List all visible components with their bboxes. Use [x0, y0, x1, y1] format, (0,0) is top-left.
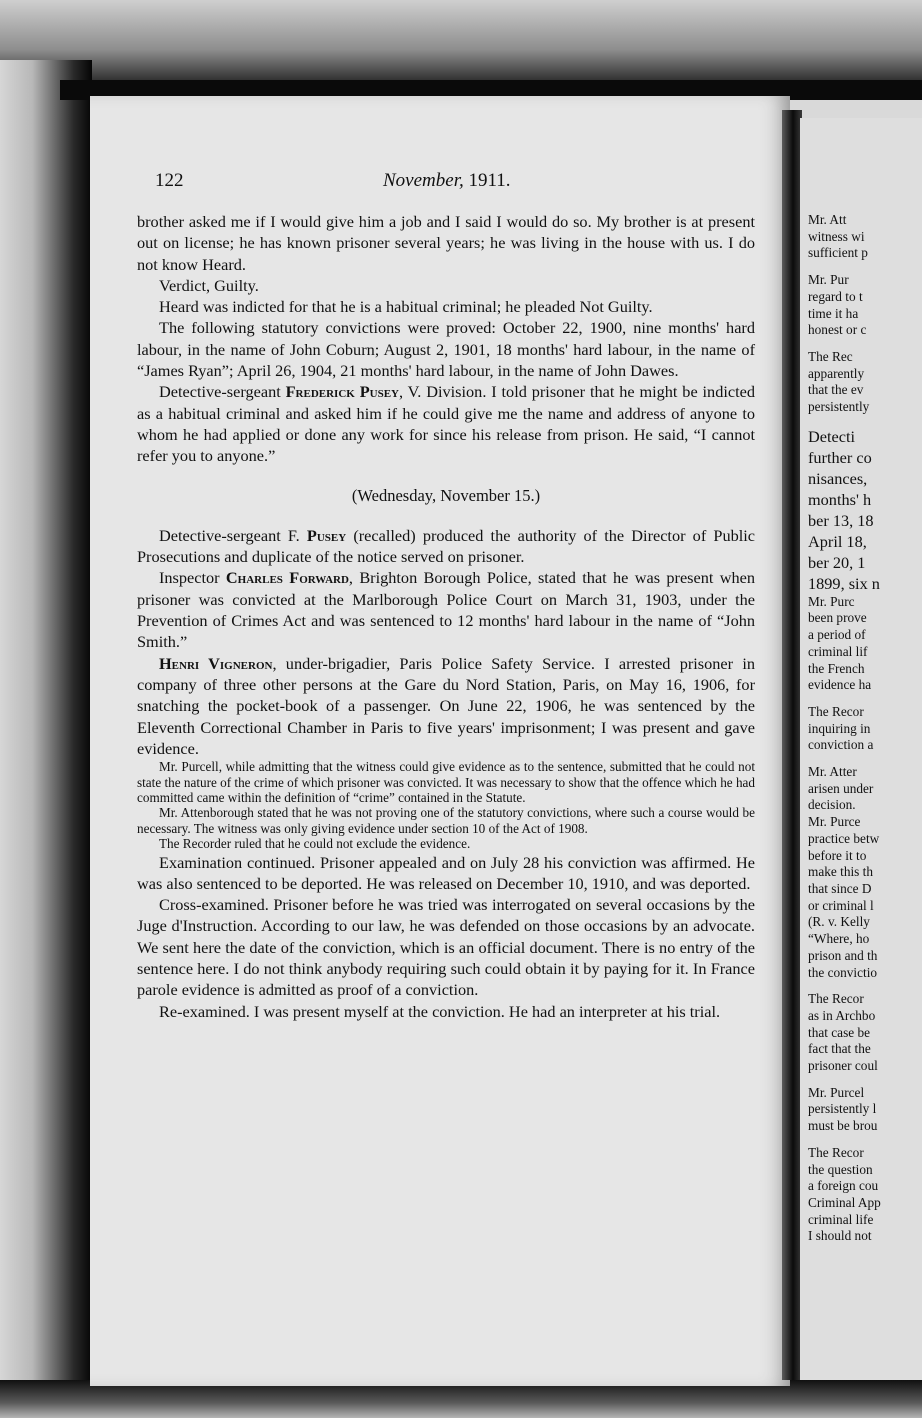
- right-page-line: practice betw: [808, 830, 880, 846]
- right-page-line: make this th: [808, 864, 873, 880]
- testimony-paragraph: [137, 1001, 755, 1022]
- right-page-line: evidence ha: [808, 677, 872, 693]
- section-heading: (Wednesday, November 15.): [351, 485, 541, 505]
- fragment-gap: [808, 1135, 922, 1145]
- testimony-paragraph: [137, 852, 755, 895]
- argument-paragraph: [137, 759, 755, 805]
- right-page-line: persistently l: [808, 1101, 877, 1117]
- paragraph-lead: Inspector: [159, 568, 226, 588]
- fragment-gap: [808, 694, 922, 704]
- right-page-line: time it ha: [808, 305, 859, 321]
- testimony-paragraph: [137, 317, 755, 381]
- testimony-paragraph: [137, 381, 755, 466]
- page-gutter: [782, 110, 802, 1380]
- right-page-line: April 18,: [808, 531, 867, 551]
- paragraph-text: , Brighton Borough Police, stated that he was present when prisoner was convicted at the Marlborough Police Court on March 31, 1903, under the Prevention of Crimes Act and was sentenced to 12 months' hard labour in the name of “John Smith.”: [137, 568, 756, 652]
- right-page-line: or criminal l: [808, 897, 874, 913]
- right-page-line: as in Archbo: [808, 1007, 876, 1023]
- right-page-line: the French: [808, 660, 865, 676]
- right-page-line: The Recor: [808, 991, 864, 1007]
- witness-name: Henri Vigneron: [159, 653, 273, 673]
- paragraph-text: (recalled) produced the authority of the Director of Public Prosecutions and duplicate of the notice served on prisoner.: [137, 525, 755, 567]
- paragraph-text: Mr. Purcell, while admitting that the witness could give evidence as to the sentence, submitted that he could not state the nature of the crime of which prisoner was convicted. It was necessary to show that the offence which he had committed came within the definition of “crime” contained in the Statute.: [137, 759, 755, 805]
- right-page-line: decision.: [808, 797, 856, 813]
- fragment-gap: [808, 416, 922, 426]
- right-page-line: prisoner coul: [808, 1058, 878, 1074]
- right-page-line: criminal life: [808, 1211, 874, 1227]
- right-page-line: a period of: [808, 627, 866, 643]
- right-page-line: I should not: [808, 1228, 872, 1244]
- right-page-line: honest or c: [808, 322, 867, 338]
- paragraph-lead: Detective-sergeant F.: [159, 525, 307, 545]
- page-number: 122: [155, 170, 184, 191]
- right-page-line: Detecti: [808, 426, 856, 446]
- paragraph-text: Heard was indicted for that he is a habitual criminal; he pleaded Not Guilty.: [159, 297, 653, 317]
- running-title-year: 1911.: [468, 170, 511, 191]
- page-header: [155, 170, 755, 196]
- paragraph-text: Mr. Attenborough stated that he was not proving one of the statutory convictions, where such a course would be necessary. The witness was only giving evidence under section 10 of the Act of 1908.: [137, 805, 755, 836]
- testimony-paragraph: [137, 296, 755, 317]
- paragraph-text: Re-examined. I was present myself at the conviction. He had an interpreter at his trial.: [159, 1001, 721, 1021]
- fragment-gap: [808, 1075, 922, 1085]
- right-page-line: a foreign cou: [808, 1178, 879, 1194]
- right-page-line: regard to t: [808, 288, 863, 304]
- witness-name: Frederick Pusey: [285, 382, 399, 402]
- right-page-line: sufficient p: [808, 245, 868, 261]
- right-page-line: prison and th: [808, 947, 878, 963]
- paragraph-text: The Recorder ruled that he could not exclude the evidence.: [159, 836, 471, 852]
- right-page-line: Mr. Purce: [808, 814, 861, 830]
- right-page-line: (R. v. Kelly: [808, 914, 870, 930]
- right-page-line: Mr. Purc: [808, 593, 855, 609]
- paragraph-text: Examination continued. Prisoner appealed and on July 28 his conviction was affirmed. He was also sentenced to be deported. He was released on December 10, 1910, and was deported.: [137, 852, 755, 893]
- right-page-line: The Rec: [808, 348, 853, 364]
- running-title-month: November,: [383, 170, 464, 191]
- right-page-line: Mr. Att: [808, 212, 847, 227]
- paragraph-text: , V. Division. I told prisoner that he might be indicted as a habitual criminal and asked him if he could give me the name and address of anyone to whom he had applied or done any work for since his release from prison. He said, “I cannot refer you to anyone.”: [137, 382, 755, 466]
- running-title: [383, 170, 511, 192]
- argument-paragraph: [137, 836, 755, 851]
- right-page-line: that the ev: [808, 382, 864, 398]
- right-page-line: Mr. Atter: [808, 764, 857, 780]
- right-page-line: the question: [808, 1161, 873, 1177]
- right-page-line: Mr. Pur: [808, 272, 849, 288]
- right-page-line: 1899, six n: [808, 573, 880, 593]
- right-page-text-fragments: [808, 212, 922, 1245]
- right-page-line: apparently: [808, 365, 865, 381]
- right-page-line: ber 13, 18: [808, 510, 874, 530]
- paragraph-text: , under-brigadier, Paris Police Safety Service. I arrested prisoner in company of three other persons at the Gare du Nord Station, Paris, on May 16, 1906, for snatching the pocket-book of a passenger. On June 22, 1906, he was sentenced by the Eleventh Correctional Chamber in Paris to five years' imprisonment; I was present and gave evidence.: [137, 653, 755, 758]
- right-page-line: Criminal App: [808, 1194, 881, 1210]
- right-page-line: fact that the: [808, 1041, 871, 1057]
- witness-name: Pusey: [306, 525, 347, 545]
- testimony-paragraph: [137, 653, 755, 759]
- right-page-line: inquiring in: [808, 720, 871, 736]
- scan-background-left: [0, 60, 92, 1418]
- right-page-line: “Where, ho: [808, 931, 870, 947]
- witness-name: Charles Forward: [225, 568, 349, 588]
- right-page-line: conviction a: [808, 737, 874, 753]
- right-page: [800, 118, 922, 1380]
- paragraph-text: Verdict, Guilty.: [159, 275, 259, 295]
- right-page-line: further co: [808, 447, 872, 467]
- right-page-line: the convictio: [808, 964, 878, 980]
- page-body: [137, 211, 755, 1022]
- right-page-line: before it to: [808, 847, 867, 863]
- fragment-gap: [808, 754, 922, 764]
- right-page-line: been prove: [808, 610, 867, 626]
- testimony-paragraph: [137, 275, 755, 296]
- right-page-line: months' h: [808, 489, 872, 509]
- right-page-line: ber 20, 1: [808, 552, 866, 572]
- right-page-line: The Recor: [808, 1144, 864, 1160]
- right-page-line: arisen under: [808, 780, 874, 796]
- right-page-line: Mr. Purcel: [808, 1084, 865, 1100]
- testimony-paragraph: [137, 211, 755, 275]
- paragraph-lead: Detective-sergeant: [159, 382, 286, 402]
- right-page-line: must be brou: [808, 1118, 878, 1134]
- right-page-line: that since D: [808, 880, 872, 896]
- right-page-line: nisances,: [808, 468, 868, 488]
- testimony-paragraph: [137, 894, 755, 1000]
- fragment-gap: [808, 339, 922, 349]
- fragment-gap: [808, 981, 922, 991]
- right-page-line: witness wi: [808, 228, 865, 244]
- testimony-paragraph: [137, 567, 755, 652]
- right-page-line: persistently: [808, 399, 870, 415]
- paragraph-text: The following statutory convictions were proved: October 22, 1900, nine months' hard labour, in the name of John Coburn; August 2, 1901, 18 months' hard labour, in the name of “James Ryan”; April 26, 1904, 21 months' hard labour, in the name of John Dawes.: [137, 318, 755, 381]
- testimony-paragraph: [137, 525, 755, 568]
- argument-paragraph: [137, 805, 755, 836]
- right-page-line: criminal lif: [808, 643, 868, 659]
- fragment-gap: [808, 262, 922, 272]
- right-page-line: that case be: [808, 1024, 871, 1040]
- paragraph-text: Cross-examined. Prisoner before he was tried was interrogated on several occasions by the Juge d'Instruction. According to our law, he was defended on those occasions by an advocate. We sent here the date of the conviction, which is an official document. There is no entry of the sentence here. I do not think anybody requiring such could obtain it by paying for it. In France parole evidence is admitted as proof of a conviction.: [137, 895, 755, 1000]
- scan-background-top: [0, 0, 922, 90]
- right-page-line: The Recor: [808, 703, 864, 719]
- paragraph-text: brother asked me if I would give him a job and I said I would do so. My brother is at present out on license; he has known prisoner several years; he was living in the house with us. I do not know Heard.: [137, 212, 755, 274]
